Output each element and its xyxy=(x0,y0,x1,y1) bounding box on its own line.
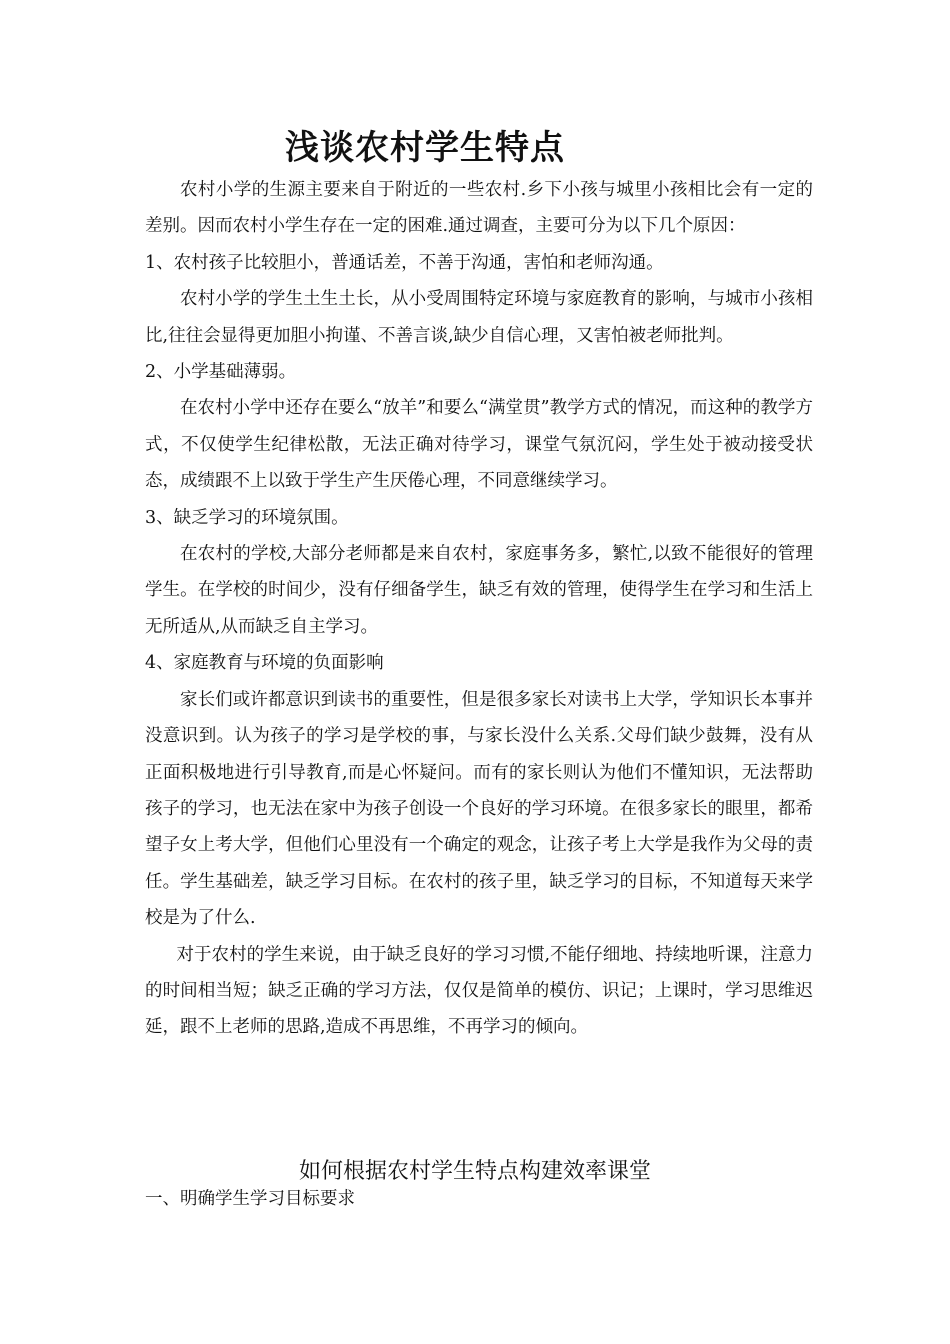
reason-2-paragraph: 在农村小学中还存在要么“放羊”和要么“满堂贯”教学方式的情况，而这种的教学方式，不仅使学生纪律松散，无法正确对待学习，课堂气氛沉闷，学生处于被动接受状态，成绩跟不上以致于学生产生厌倦心理，不同意继续学习。 xyxy=(145,398,813,492)
reason-3-heading: 3、缺乏学习的环境氛围。 xyxy=(145,507,349,528)
section-one-heading: 一、明确学生学习目标要求 xyxy=(145,1189,355,1209)
closing-paragraph: 对于农村的学生来说，由于缺乏良好的学习习惯,不能仔细地、持续地听课，注意力的时间相当短；缺乏正确的学习方法，仅仅是简单的模仿、识记；上课时，学习思维迟延，跟不上老师的思路,造成不再思维，不再学习的倾向。 xyxy=(145,944,813,1038)
reason-2-heading: 2、小学基础薄弱。 xyxy=(145,362,297,383)
reason-4-paragraph: 家长们或许都意识到读书的重要性，但是很多家长对读书上大学，学知识长本事并没意识到。认为孩子的学习是学校的事，与家长没什么关系.父母们缺少鼓舞，没有从正面积极地进行引导教育,而是心怀疑问。而有的家长则认为他们不懂知识，无法帮助孩子的学习，也无法在家中为孩子创设一个良好的学习环境。在很多家长的眼里，都希望子女上考大学，但他们心里没有一个确定的观念，让孩子考上大学是我作为父母的责任。学生基础差，缺乏学习目标。在农村的孩子里，缺乏学习的目标，不知道每天来学校是为了什么. xyxy=(145,689,813,929)
document-title: 浅谈农村学生特点 xyxy=(285,128,565,168)
reason-4-heading: 4、家庭教育与环境的负面影响 xyxy=(145,653,384,674)
document-body xyxy=(145,172,813,1046)
reason-1-paragraph: 农村小学的学生土生土长，从小受周围特定环境与家庭教育的影响，与城市小孩相比,往往会显得更加胆小拘谨、不善言谈,缺少自信心理，又害怕被老师批判。 xyxy=(145,289,813,346)
reason-1-heading: 1、农村孩子比较胆小，普通话差，不善于沟通，害怕和老师沟通。 xyxy=(145,252,664,273)
intro-paragraph: 农村小学的生源主要来自于附近的一些农村.乡下小孩与城里小孩相比会有一定的差别。因而农村小学生存在一定的困难.通过调查，主要可分为以下几个原因： xyxy=(145,180,813,237)
section-subtitle: 如何根据农村学生特点构建效率课堂 xyxy=(298,1159,651,1184)
reason-3-paragraph: 在农村的学校,大部分老师都是来自农村，家庭事务多，繁忙,以致不能很好的管理学生。在学校的时间少，没有仔细备学生，缺乏有效的管理，使得学生在学习和生活上无所适从,从而缺乏自主学习。 xyxy=(145,544,813,637)
